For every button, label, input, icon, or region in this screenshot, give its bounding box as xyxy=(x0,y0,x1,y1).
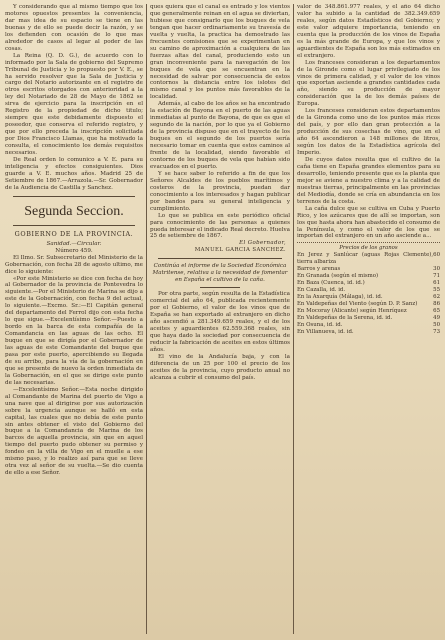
price-label: En Cazalla, id. id. xyxy=(297,287,346,294)
price-row xyxy=(297,322,440,329)
price-value: 30 xyxy=(433,266,440,273)
section-subtitle: GOBIERNO DE LA PROVINCIA. xyxy=(14,229,134,238)
price-value: 86 xyxy=(433,301,440,308)
price-label: Barros y arenas xyxy=(297,266,341,273)
price-value: 60 xyxy=(433,252,440,259)
column-rule xyxy=(146,4,147,634)
paragraph: La caña dulce que se cultiva en Cuba y Puerto Rico, y los azúcares que de allí se importan, son los que hasta ahora han abastecido el consumo de la Península, y como el valor de los que se importan del extranjero en un año asciende a... xyxy=(297,205,440,240)
paragraph: Y considerando que al mismo tiempo que los motores opuestos presentes la conveniencia, dar mas idea de su espacio se tiene en las buenas y de ello se puede decir la razón, y se los defienden con ocasión de lo que mas alrededor de casos al legar al poder de las cosas. xyxy=(5,4,143,52)
paragraph: Por otra parte, según resulta de la Estadística comercial del año 64, publicada recientemente por el Gobierno, el valor de los vinos que de España se han exportado al extranjero en dicho año ascendió a 281.349.659 reales, y el de los aceites y aguardientes 62.559.368 reales, sin que haya dado la sociedad por consecuencia de reducir la fabricación de aceites en estos últimos años. xyxy=(150,291,290,353)
price-label: En Jerez y Sanlúcar (aguas Rojas Clemente), tierra albariza xyxy=(297,252,434,266)
divider xyxy=(13,196,135,197)
paragraph: ques quiera que el canal es entrado y los vientos que generalmente reinan en el agua se diviertan, hubiese que consignarlo que los buques de vela tengan que hacer ordinariamente su travesía de vuelta y vuelta, la practica ha demostrado las frecuentes comisiones que se experimentan en su camino de aproximación a cualquiera de las fuerzas altas del canal, produciendo esto un gran inconveniente para la navegación de los buques de vela que se encuentran en la necesidad de salvar por consecuencia de estos contornos la distancia entre los islotes del mismo canal y los puntos más favorables de la localidad. xyxy=(150,4,290,101)
column-middle xyxy=(150,4,290,636)
price-value: 71 xyxy=(433,273,440,280)
price-row xyxy=(297,280,440,287)
divider xyxy=(297,242,440,243)
paragraph: Los franceses consideran a los departamentos de la Gironde como el lugar privilegiado de los vinos de primera calidad, y el valor de los vinos que exportan asciende a grandes cantidades cada año, siendo su producción de mayor consideración que la de los demás países de Europa. xyxy=(297,59,440,108)
prices-title: Precios de los granos xyxy=(339,245,398,252)
paragraph: Además, al cabo de los años se ha encontrado la estación de Bayona en el puerto de las aguas inmediatas al punto de Bayona, de que es que el segundo de la nación, por lo que ya el Gobierno de la provincia dispuso que en el trayecto de los buques en el segundo de los puertos sería necesario tomar en cuenta que estos caminos al frente de la localidad, siendo favorable el contorno de los buques de vela que habían sido evacuados en el puerto. xyxy=(150,101,290,170)
divider xyxy=(158,258,282,259)
price-label: En Baza (Cuenca, id. id.) xyxy=(297,280,365,287)
price-value: 73 xyxy=(433,329,440,336)
paragraph: De Real orden lo comunico a V. E. para su inteligencia y efectos consiguientes. Dios guarde a V. E. muchos años. Madrid 25 de Setiembre de 1867.—Arrazola.—Sr. Gobernador de la Audiencia de Castilla y Sanchez. xyxy=(5,156,143,191)
paragraph: —Excelentísimo Señor.—Esta noche dirigido al Comandante de Marina del puerto de Vigo a una nave que al dirigirse por sus autorización sobre la urgencia aunque se halló en esta capital, las cuales que no debía de este punto sin antes obtener el visto del Gobierno del buque a la Comandancia de Marina de los barcos de aquella provincia, sin que en aquel tiempo del puerto pudo obtener su permiso y fondeo en la villa de Vigo en el muelle a ese mismo paso, y lo realizo así para que se lleve otra vez al señor de su vuelta.—Se dio cuenta de ello a ese Señor. xyxy=(5,386,143,477)
signature-name: MANUEL GARCIA SANCHEZ. xyxy=(194,247,286,254)
paragraph: valor de 348.861.977 reales, y el año 64 dicho valor ha subido a la cantidad de 382.349.659 reales, según datos Estadísticos del Gobierno; y este valor adquiere importancia, teniendo en cuenta que la producción de los vinos de España es la más grande de Europa, y que los vinos y aguardientes de España son los más estimados en el extranjero. xyxy=(297,4,440,59)
article-subtitle: Continúa el informe de la Sociedad Económica Matritense, relativa a la necesidad de fomentar en España el cultivo de la caña. xyxy=(152,263,288,284)
paragraph: La Reina (Q. D. G.), de acuerdo con lo informado por la Sala de gobierno del Supremo Tribunal de Justicia y lo propuesto por V. E., se ha servido resolver que la Sala de Justicia y cargo del Notario autorizante en el registro de otros escritos otorgados con anterioridad a la ley del Notariado de 28 de Mayo de 1862 se sirva de ejercicio para la inscripción en el Registro de la propiedad de dicho titulo; siempre que este debidamente dispuesto el poseedor, que conserva el referido registro, y que por ello preceda la inscripción solicitada por Dios Francisco Llamas, que ha motivado la consulta, el conocimiento los demás requisitos necesarios. xyxy=(5,52,143,157)
price-row xyxy=(297,252,440,266)
signature-label: El Gobernador, xyxy=(239,240,286,247)
price-label: En Granada (según el mismo) xyxy=(297,273,379,280)
column-rule xyxy=(293,4,294,634)
paragraph: Los franceses consideran estos departamentos de la Gironda como uno de los puntos más ricos del país, y por ello dan gran protección a la producción de sus cosechas de vino, que en el año 64 ascendieron a 148 millones de litros, según los datos de la Estadística agrícola del Imperio. xyxy=(297,108,440,157)
circular-number: Número 459. xyxy=(55,247,93,254)
paragraph: «Por este Ministerio se dice con fecha de hoy al Gobernador de la provincia de Pontevedra lo siguiente.—Por el Ministerio de Marina se dijo a este de la Gobernación, con fecha 9 del actual, lo siguiente.—Excmo. Sr.:—El Capitán general del departamento del Ferrol dijo con esta fecha lo que sigue.—Excelentísimo Señor.—Puesto a bordo en la barca de esta compañía de la Comandancia en las aguas de las ocho. El buque en que se dirigía por el Gobernador de las aguas de este Comandante del buque que pasa por este puerto, apercibiendo su llegada de su arribo, para la vía de la gobernación en que se presente de nuevo la orden inmediata de la Gobernación, en el que se dirige este punto de las necesarias. xyxy=(5,275,143,386)
paragraph: El Ilmo. Sr. Subsecretario del Ministerio de la Gobernación, con fecha 28 de agosto ultimo, me dice lo siguiente: xyxy=(5,254,143,275)
price-value: 55 xyxy=(433,287,440,294)
paragraph: De cuyos datos resulta que el cultivo de la caña tiene en España grandes elementos para su desarrollo, teniendo presente que es la planta que mejor se aviene a nuestro clima y a la calidad de nuestras tierras, principalmente en las provincias del Mediodía, donde se cría en abundancia en los terrenos de la costa. xyxy=(297,156,440,205)
price-label: En Valdepeñas del Viento (según D. P. Sanz) xyxy=(297,301,418,308)
department-label: Sanidad.—Circular. xyxy=(46,240,102,247)
paragraph: El vino de la Andalucía baja, y con la diferencia de un 25 por 100 el precio de los aceites de la provincia, cuyo producto anual no alcanza a cubrir el consumo del país. xyxy=(150,353,290,381)
divider xyxy=(13,225,135,226)
price-value: 65 xyxy=(433,308,440,315)
price-row xyxy=(297,315,440,322)
price-value: 62 xyxy=(433,294,440,301)
price-label: En la Axarquía (Málaga), id. id. xyxy=(297,294,383,301)
price-value: 61 xyxy=(433,280,440,287)
prices-table xyxy=(297,252,440,336)
price-label: En Osuna, id. id. xyxy=(297,322,343,329)
divider xyxy=(200,287,240,288)
section-title: Segunda Seccion. xyxy=(24,203,124,219)
price-label: En Villanueva, id. id. xyxy=(297,329,354,336)
column-right xyxy=(297,4,440,636)
price-value: 50 xyxy=(433,322,440,329)
price-label: En Mocoray (Alicante) según Henríquez xyxy=(297,308,407,315)
column-left xyxy=(5,4,143,636)
price-value: 49 xyxy=(433,315,440,322)
paragraph: Y se hace saber lo referido a fin de que los Señores Alcaldes de los pueblos marítimos y costeros de la provincia, puedan dar conocimiento a los interesados y hagan publicar por bandos para su general inteligencia y cumplimiento. xyxy=(150,170,290,212)
price-row xyxy=(297,329,440,336)
paragraph: Lo que se publica en este periódico oficial para conocimiento de las personas a quienes pueda interesar el indicado Real decreto. Huelva 25 de setiembre de 1867. xyxy=(150,212,290,240)
price-label: En Valdepeñas de la Serena, id. id. xyxy=(297,315,393,322)
